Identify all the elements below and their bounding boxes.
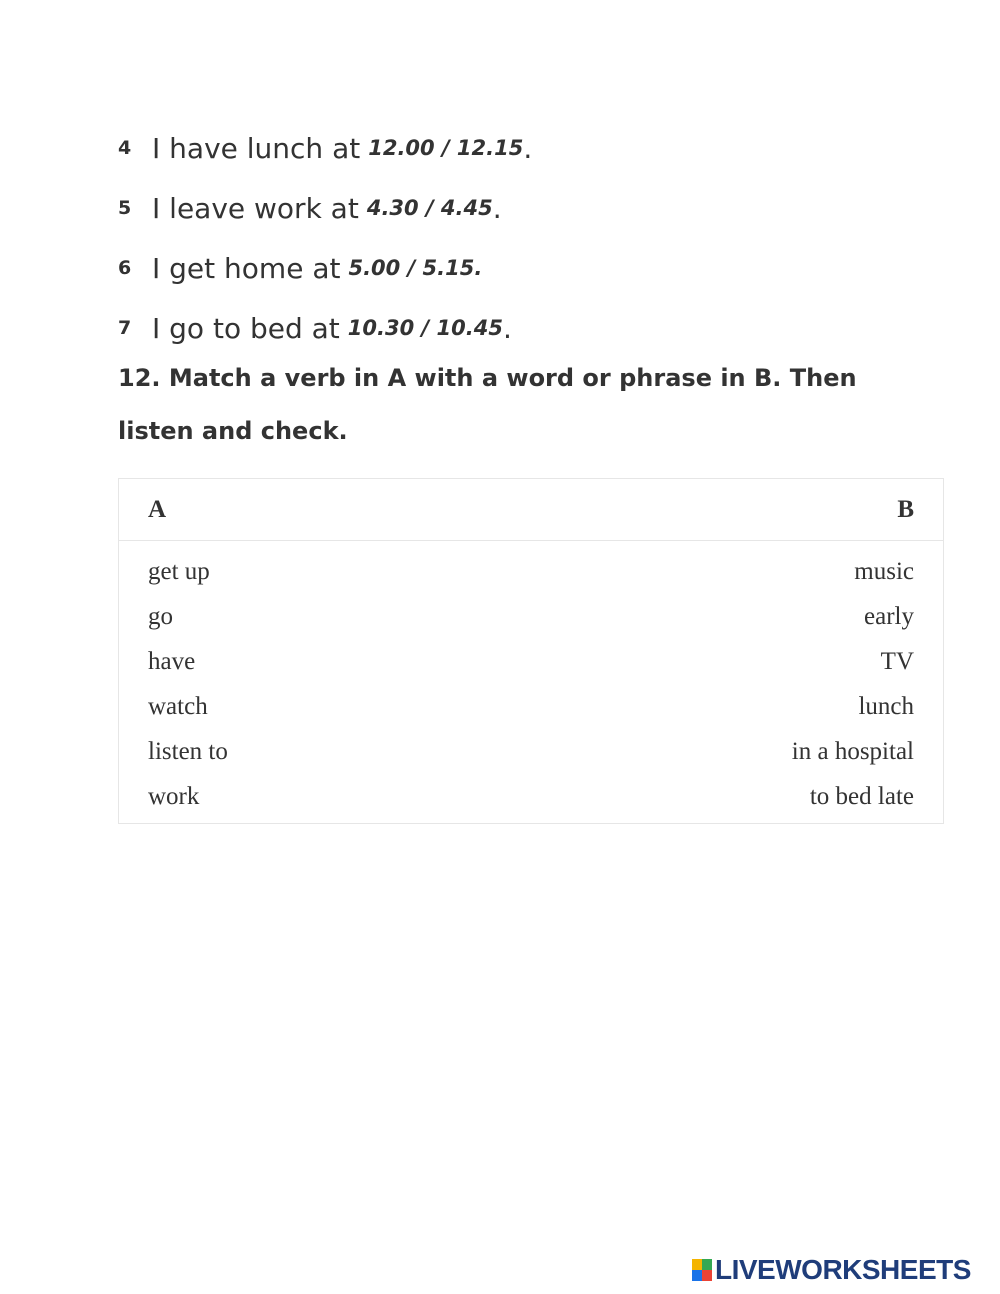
verb-cell: go [148, 602, 173, 630]
phrase-cell: early [864, 602, 914, 630]
table-header [119, 479, 943, 541]
sentence-stem: I have lunch at [152, 131, 361, 165]
liveworksheets-logo [692, 1255, 971, 1285]
table-row [119, 774, 943, 819]
exercise-instruction [118, 352, 918, 458]
phrase-cell: in a hospital [791, 737, 914, 765]
column-a-header: A [148, 495, 167, 523]
table-row [119, 684, 943, 729]
verb-cell: watch [148, 692, 208, 720]
time-options: 12.00 / 12.15 [368, 136, 524, 160]
sentence-stem: I get home at [152, 251, 341, 285]
sentence-stem: I leave work at [152, 191, 359, 225]
sentence-end: . [492, 191, 502, 225]
sentence-number: 4 [118, 137, 132, 159]
sentence-end: . [502, 311, 512, 345]
instruction-line-2: listen and check. [118, 417, 348, 445]
phrase-cell: lunch [858, 692, 914, 720]
sentence-list [118, 118, 938, 358]
matching-table [118, 478, 944, 824]
table-body [119, 541, 943, 819]
instruction-line-1: 12. Match a verb in A with a word or phrase in B. Then [118, 364, 857, 392]
logo-square-1 [692, 1259, 702, 1270]
phrase-cell: music [854, 557, 914, 585]
column-b-header: B [897, 495, 914, 523]
sentence-number: 5 [118, 197, 132, 219]
sentence-item [118, 298, 938, 358]
sentence-number: 6 [118, 257, 132, 279]
logo-square-2 [702, 1259, 712, 1270]
table-row [119, 639, 943, 684]
sentence-item [118, 238, 938, 298]
sentence-number: 7 [118, 317, 132, 339]
logo-mark-icon [692, 1259, 712, 1281]
table-row [119, 594, 943, 639]
phrase-cell: to bed late [809, 782, 914, 810]
table-row [119, 729, 943, 774]
time-options: 5.00 / 5.15. [348, 256, 483, 280]
logo-square-4 [702, 1270, 712, 1281]
sentence-stem: I go to bed at [152, 311, 340, 345]
verb-cell: get up [148, 557, 210, 585]
phrase-cell: TV [880, 647, 914, 675]
time-options: 10.30 / 10.45 [347, 316, 503, 340]
logo-square-3 [692, 1270, 702, 1281]
verb-cell: have [148, 647, 196, 675]
time-options: 4.30 / 4.45 [366, 196, 493, 220]
sentence-end: . [523, 131, 533, 165]
logo-text: LIVEWORKSHEETS [715, 1254, 971, 1285]
verb-cell: work [148, 782, 200, 810]
verb-cell: listen to [148, 737, 228, 765]
sentence-item [118, 178, 938, 238]
sentence-item [118, 118, 938, 178]
table-row [119, 549, 943, 594]
